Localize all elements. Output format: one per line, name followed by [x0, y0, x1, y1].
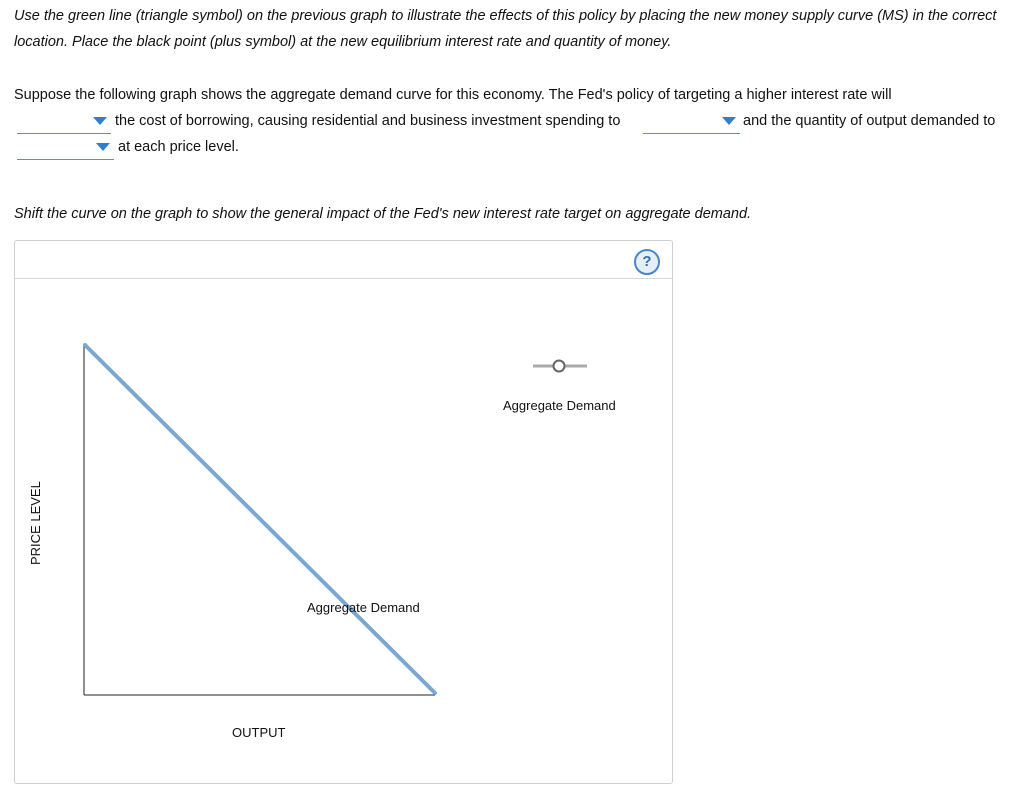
graph-toolbar — [15, 241, 672, 279]
question-line-1: Suppose the following graph shows the aggregate demand curve for this economy. The Fed's policy of targeting a higher interest rate will — [14, 87, 892, 103]
aggregate-demand-curve[interactable] — [85, 345, 435, 693]
output-demanded-dropdown[interactable] — [17, 135, 114, 160]
intro-instructions: Use the green line (triangle symbol) on the previous graph to illustrate the effects of this policy by placing the new money supply curve (MS) in the correct location. Place the black point (plus symbol) at the new equilibrium interest rate and quantity of money. — [14, 8, 997, 50]
graph-panel — [14, 240, 673, 784]
shift-instructions: Shift the curve on the graph to show the general impact of the Fed's new interest rate target on aggregate demand. — [14, 206, 752, 222]
question-text-output: and the quantity of output demanded to — [743, 113, 996, 129]
tool-handle-icon[interactable] — [554, 361, 565, 372]
chevron-down-icon — [722, 117, 736, 125]
aggregate-demand-curve-label: Aggregate Demand — [307, 600, 420, 615]
question-text-price-level: at each price level. — [118, 139, 239, 155]
help-icon[interactable]: ? — [634, 249, 660, 275]
y-axis-label: PRICE LEVEL — [28, 481, 43, 565]
aggregate-demand-tool[interactable] — [533, 361, 587, 372]
ad-graph[interactable] — [15, 279, 672, 781]
x-axis-label: OUTPUT — [232, 725, 286, 740]
aggregate-demand-tool-label: Aggregate Demand — [503, 398, 616, 413]
borrowing-cost-dropdown[interactable] — [17, 109, 111, 134]
chevron-down-icon — [93, 117, 107, 125]
chevron-down-icon — [96, 143, 110, 151]
question-text-borrowing: the cost of borrowing, causing residential and business investment spending to — [115, 113, 621, 129]
investment-spending-dropdown[interactable] — [643, 109, 740, 134]
